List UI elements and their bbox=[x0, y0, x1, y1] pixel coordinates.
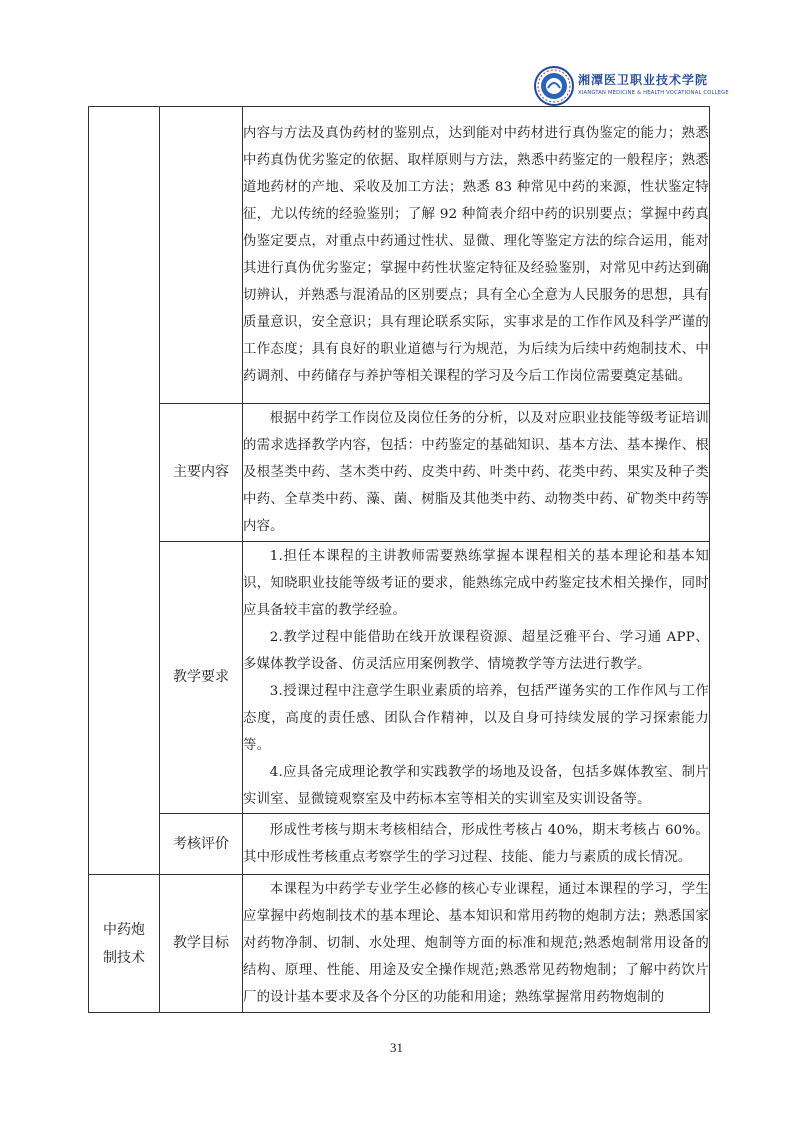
school-name-cn: 湘潭医卫职业技术学院 bbox=[578, 73, 709, 87]
requirement-item: 1.担任本课程的主讲教师需要熟练掌握本课程相关的基本理论和基本知识，知晓职业技能等级考证的要求，能熟练完成中药鉴定技术相关操作，同时应具备较丰富的教学经验。 bbox=[243, 548, 709, 618]
table-row bbox=[89, 875, 710, 1013]
objectives-continued-cell bbox=[243, 107, 710, 404]
requirement-item: 3.授课过程中注意学生职业素质的培养，包括严谨务实的工作作风与工作态度，高度的责任感、团队合作精神，以及自身可持续发展的学习探索能力等。 bbox=[243, 683, 709, 753]
label-cell bbox=[160, 107, 243, 404]
assessment-text: 形成性考核与期末考核相结合，形成性考核占 40%，期末考核占 60%。其中形成性考核重点考察学生的学习过程、技能、能力与素质的成长情况。 bbox=[243, 823, 709, 865]
requirements-label: 教学要求 bbox=[160, 542, 243, 814]
page-number: 31 bbox=[390, 1040, 403, 1055]
course-name-cell bbox=[89, 107, 160, 875]
requirement-item: 4.应具备完成理论教学和实践教学的场地及设备，包括多媒体教室、制片实训室、显微镜观察室及中药标本室等相关的实训室及实训设备等。 bbox=[243, 764, 709, 807]
objectives-cell bbox=[243, 875, 710, 1013]
requirements-cell bbox=[243, 542, 710, 814]
course-name-label bbox=[89, 875, 160, 1013]
objectives-text: 本课程为中药学专业学生必修的核心专业课程，通过本课程的学习，学生应掌握中药炮制技术的基本理论、基本知识和常用药物的炮制方法；熟悉国家对药物净制、切制、水处理、炮制等方面的标准和规范;熟悉炮制常用设备的结构、原理、性能、用途及安全操作规范;熟悉常见药物炮制；了解中药饮片厂的设计基本要求及各个分区的功能和用途；熟练掌握常用药物炮制的 bbox=[243, 882, 709, 1005]
main-content-label: 主要内容 bbox=[160, 404, 243, 542]
school-name-en: XIANGTAN MEDICINE & HEALTH VOCATIONAL COLLEGE bbox=[578, 90, 729, 96]
assessment-label: 考核评价 bbox=[160, 814, 243, 875]
page-header bbox=[534, 66, 734, 106]
course-table bbox=[88, 106, 710, 1013]
requirement-item: 2.教学过程中能借助在线开放课程资源、超星泛雅平台、学习通 APP、多媒体教学设备、仿灵活应用案例教学、情境教学等方法进行教学。 bbox=[243, 629, 709, 672]
table-row bbox=[89, 814, 710, 875]
main-content-cell bbox=[243, 404, 710, 542]
table-row bbox=[89, 404, 710, 542]
objectives-label: 教学目标 bbox=[160, 875, 243, 1013]
objectives-text: 内容与方法及真伪药材的鉴别点，达到能对中药材进行真伪鉴定的能力；熟悉中药真伪优劣鉴定的依据、取样原则与方法，熟悉中药鉴定的一般程序；熟悉道地药材的产地、采收及加工方法；熟悉 83 种常见中药的来源，性状鉴定特征，尤以传统的经验鉴别；了解 92 种简表介绍中药的识别要点；掌握中药真伪鉴定要点，对重点中药通过性状、显微、理化等鉴定方法的综合运用，能对其进行真伪优劣鉴定；掌握中药性状鉴定特征及经验鉴别，对常见中药达到确切辨认，并熟悉与混淆品的区别要点；具有全心全意为人民服务的思想，具有质量意识，安全意识；具有理论联系实际，实事求是的工作作风及科学严谨的工作态度；具有良好的职业道德与行为规范，为后续为后续中药炮制技术、中药调剂、中药储存与养护等相关课程的学习及今后工作岗位需要奠定基础。 bbox=[243, 126, 709, 384]
assessment-cell bbox=[243, 814, 710, 875]
table-row bbox=[89, 107, 710, 404]
main-content-text: 根据中药学工作岗位及岗位任务的分析，以及对应职业技能等级考证培训的需求选择教学内容，包括：中药鉴定的基础知识、基本方法、基本操作、根及根茎类中药、茎木类中药、皮类中药、叶类中药、花类中药、果实及种子类中药、全草类中药、藻、菌、树脂及其他类中药、动物类中药、矿物类中药等内容。 bbox=[243, 411, 709, 534]
college-logo-icon bbox=[534, 66, 574, 106]
course-name-text: 中药炮制技术 bbox=[103, 921, 145, 966]
table-row bbox=[89, 542, 710, 814]
